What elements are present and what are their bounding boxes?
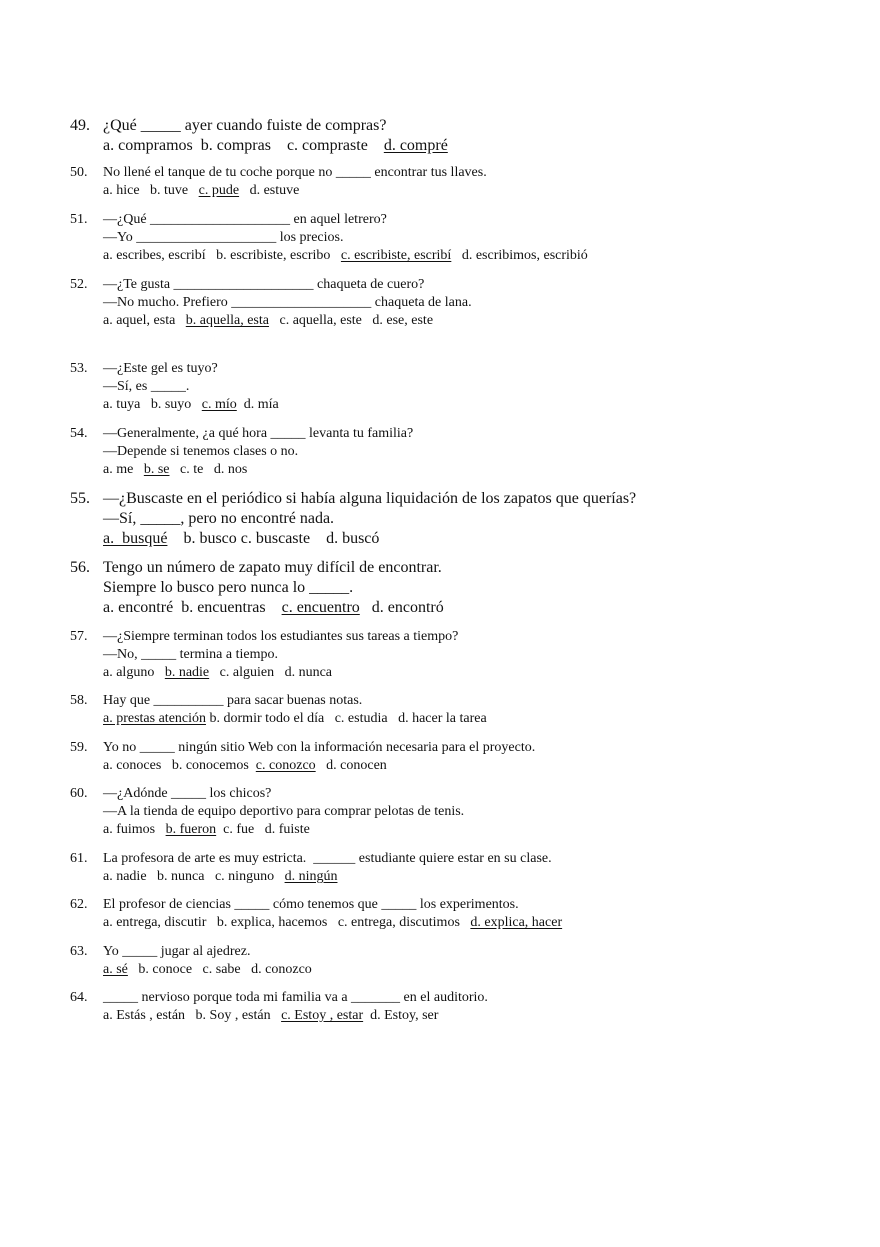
question-63 (70, 943, 860, 979)
question-56 (70, 558, 860, 618)
option-c: c. fue (223, 822, 255, 837)
option-d-correct: d. compré (383, 137, 448, 154)
option-d: d. nos (213, 462, 248, 477)
question-text: —Yo ____________________ los precios. (103, 230, 344, 245)
option-c-correct: c. escribiste, escribí (340, 248, 452, 263)
question-text: —¿Qué ____________________ en aquel letrero? (103, 212, 387, 227)
option-a: a. encontré (103, 599, 174, 616)
option-d: d. conozco (251, 962, 312, 977)
question-51 (70, 211, 860, 265)
option-a: a. me (103, 462, 134, 477)
question-number: 50. (70, 165, 88, 180)
question-text: —Sí, es _____. (103, 379, 190, 394)
question-number: 64. (70, 990, 88, 1005)
option-b: b. dormir todo el día (209, 711, 325, 726)
question-61 (70, 850, 860, 886)
question-60 (70, 785, 860, 839)
option-c: c. entrega, discutimos (337, 915, 460, 930)
option-a: a. escribes, escribí (103, 248, 206, 263)
option-b: b. busco (183, 530, 237, 547)
option-c: c. estudia (334, 711, 388, 726)
option-d: d. encontró (371, 599, 444, 616)
option-c: c. ninguno (214, 869, 275, 884)
question-57 (70, 628, 860, 682)
question-50 (70, 164, 860, 200)
option-a-correct: a. sé (103, 962, 128, 977)
option-b-correct: b. aquella, esta (185, 313, 269, 328)
option-b-correct: b. nadie (164, 665, 210, 680)
option-d-correct: d. ningún (284, 869, 338, 884)
question-number: 62. (70, 897, 88, 912)
option-d: d. estuve (249, 183, 300, 198)
option-b: b. tuve (150, 183, 189, 198)
question-number: 56. (70, 559, 90, 576)
question-54 (70, 425, 860, 479)
question-49 (70, 116, 860, 156)
option-d: d. hacer la tarea (398, 711, 487, 726)
option-d-correct: d. explica, hacer (470, 915, 563, 930)
question-text: Hay que __________ para sacar buenas notas. (103, 693, 363, 708)
question-text: Yo no _____ ningún sitio Web con la información necesaria para el proyecto. (103, 740, 536, 755)
option-b: b. escribiste, escribo (216, 248, 331, 263)
option-c: c. aquella, este (279, 313, 362, 328)
option-a: a. nadie (103, 869, 147, 884)
option-b-correct: b. fueron (165, 822, 217, 837)
option-b: b. Soy , están (195, 1008, 271, 1023)
option-b: b. compras (200, 137, 271, 154)
question-number: 54. (70, 426, 88, 441)
option-a: a. alguno (103, 665, 155, 680)
question-number: 59. (70, 740, 88, 755)
option-a: a. Estás , están (103, 1008, 186, 1023)
question-text: El profesor de ciencias _____ cómo tenemos que _____ los experimentos. (103, 897, 519, 912)
option-c: c. compraste (286, 137, 368, 154)
question-number: 63. (70, 944, 88, 959)
option-d: d. nunca (284, 665, 333, 680)
option-a: a. entrega, discutir (103, 915, 207, 930)
option-b: b. conocemos (171, 758, 249, 773)
question-53 (70, 360, 860, 414)
option-d: d. escribimos, escribió (461, 248, 588, 263)
question-64 (70, 989, 860, 1025)
question-52 (70, 276, 860, 330)
question-text: _____ nervioso porque toda mi familia va a _______ en el auditorio. (103, 990, 488, 1005)
question-text: La profesora de arte es muy estricta. ______ estudiante quiere estar en su clase. (103, 851, 552, 866)
question-text: —A la tienda de equipo deportivo para comprar pelotas de tenis. (103, 804, 465, 819)
option-b: b. conoce (138, 962, 193, 977)
option-c-correct: c. mío (201, 397, 237, 412)
option-a-correct: a. busqué (103, 530, 168, 547)
question-number: 57. (70, 629, 88, 644)
option-c-correct: c. Estoy , estar (281, 1008, 364, 1023)
question-59 (70, 739, 860, 775)
question-text: ¿Qué _____ ayer cuando fuiste de compras? (103, 117, 387, 134)
question-text: —¿Adónde _____ los chicos? (103, 786, 272, 801)
option-a: a. hice (103, 183, 140, 198)
option-c: c. sabe (202, 962, 241, 977)
question-text: —No, _____ termina a tiempo. (103, 647, 278, 662)
option-b: b. explica, hacemos (216, 915, 328, 930)
option-d: d. fuiste (264, 822, 310, 837)
option-a: a. tuya (103, 397, 141, 412)
option-a: a. fuimos (103, 822, 156, 837)
option-d: d. Estoy, ser (370, 1008, 439, 1023)
option-a: a. aquel, esta (103, 313, 176, 328)
option-c: c. alguien (219, 665, 275, 680)
option-a: a. compramos (103, 137, 193, 154)
question-number: 55. (70, 490, 90, 507)
question-text: —¿Buscaste en el periódico si había alguna liquidación de los zapatos que querías? (103, 490, 637, 507)
question-number: 61. (70, 851, 88, 866)
option-a: a. conoces (103, 758, 162, 773)
question-text: Siempre lo busco pero nunca lo _____. (103, 579, 354, 596)
question-58 (70, 692, 860, 728)
question-text: —¿Este gel es tuyo? (103, 361, 218, 376)
option-b: b. nunca (157, 869, 205, 884)
option-c: c. te (180, 462, 204, 477)
question-number: 51. (70, 212, 88, 227)
option-c: c. buscaste (240, 530, 311, 547)
option-d: d. ese, este (372, 313, 434, 328)
question-text: —Generalmente, ¿a qué hora _____ levanta tu familia? (103, 426, 414, 441)
question-number: 53. (70, 361, 88, 376)
option-a-correct: a. prestas atención (103, 711, 207, 726)
option-b-correct: b. se (143, 462, 170, 477)
question-number: 60. (70, 786, 88, 801)
question-text: —Depende si tenemos clases o no. (103, 444, 299, 459)
question-number: 58. (70, 693, 88, 708)
question-number: 49. (70, 117, 90, 134)
option-b: b. encuentras (181, 599, 266, 616)
question-text: Tengo un número de zapato muy difícil de encontrar. (103, 559, 442, 576)
option-c-correct: c. encuentro (281, 599, 360, 616)
option-c-correct: c. conozco (255, 758, 316, 773)
option-d: d. conocen (326, 758, 387, 773)
question-number: 52. (70, 277, 88, 292)
option-b: b. suyo (150, 397, 192, 412)
question-text: —¿Te gusta ____________________ chaqueta de cuero? (103, 277, 425, 292)
question-text: Yo _____ jugar al ajedrez. (103, 944, 251, 959)
question-62 (70, 896, 860, 932)
option-d: d. buscó (326, 530, 380, 547)
question-text: No llené el tanque de tu coche porque no _____ encontrar tus llaves. (103, 165, 487, 180)
question-text: —Sí, _____, pero no encontré nada. (103, 510, 335, 527)
question-text: —¿Siempre terminan todos los estudiantes sus tareas a tiempo? (103, 629, 459, 644)
question-55 (70, 489, 860, 549)
option-c-correct: c. pude (198, 183, 240, 198)
question-text: —No mucho. Prefiero ____________________ chaqueta de lana. (103, 295, 472, 310)
option-d: d. mía (243, 397, 279, 412)
